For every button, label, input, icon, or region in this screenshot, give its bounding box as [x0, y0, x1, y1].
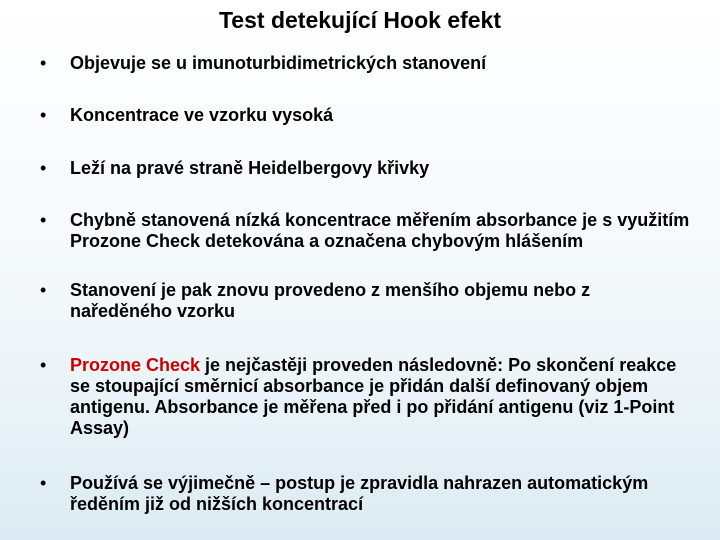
bullet-text — [40, 355, 690, 439]
bullet-item — [40, 355, 690, 439]
slide-title: Test detekující Hook efekt — [218, 7, 502, 33]
bullet-icon: • — [40, 158, 47, 178]
bullet-text: Používá se výjimečně – postup je zpravidla nahrazen automatickým ředěním již od nižších koncentrací — [70, 473, 649, 514]
bullet-icon: • — [40, 473, 47, 493]
highlight-term: Prozone Check — [70, 355, 201, 375]
bullet-icon: • — [40, 355, 47, 375]
bullet-text: Objevuje se u imunoturbidimetrických stanovení — [70, 53, 487, 73]
bullet-item — [40, 210, 690, 252]
bullet-text: Stanovení je pak znovu provedeno z menšího objemu nebo z naředěného vzorku — [70, 280, 591, 321]
bullet-icon: • — [40, 105, 47, 125]
bullet-text: Koncentrace ve vzorku vysoká — [70, 105, 334, 125]
bullet-item — [40, 158, 690, 179]
bullet-icon: • — [40, 210, 47, 230]
bullet-text: Leží na pravé straně Heidelbergovy křivky — [70, 158, 430, 178]
bullet-text: Chybně stanovená nízká koncentrace měřením absorbance je s využitím Prozone Check detekována a označena chybovým hlášením — [70, 210, 690, 251]
bullet-icon: • — [40, 280, 47, 300]
bullet-item — [40, 105, 690, 126]
bullet-icon: • — [40, 53, 47, 73]
bullet-text-rest: je nejčastěji proveden následovně: Po skončení reakce se stoupající směrnicí absorbance je přidán další definovaný objem antigenu. Absorbance je měřena před i po přidání antigenu (viz 1-Point Assay) — [70, 355, 677, 438]
bullet-item — [40, 280, 690, 322]
bullet-item — [40, 53, 690, 74]
bullet-item — [40, 473, 690, 515]
